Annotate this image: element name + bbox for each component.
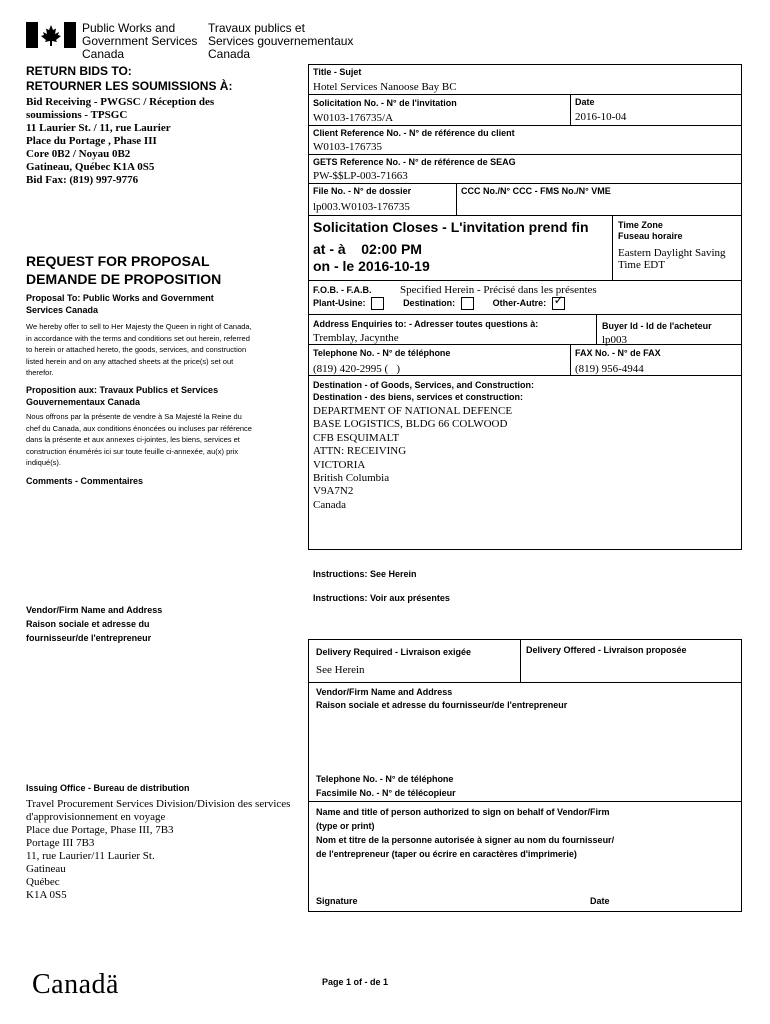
issuing-office-label: Issuing Office - Bureau de distribution xyxy=(26,783,190,793)
issuing-line: K1A 0S5 xyxy=(26,889,67,901)
address-line: 11 Laurier St. / 11, rue Laurier xyxy=(26,122,171,134)
fax-label: FAX No. - N° de FAX xyxy=(575,348,661,358)
canada-wordmark: Canadä xyxy=(32,969,119,1000)
telephone-label: Telephone No. - N° de téléphone xyxy=(313,348,451,358)
address-line: Gatineau, Québec K1A 0S5 xyxy=(26,161,155,173)
signature-date-label: Date xyxy=(590,896,610,906)
closes-time: 02:00 PM xyxy=(361,241,422,257)
vendor-name-label xyxy=(316,686,567,712)
request-title-fr: DEMANDE DE PROPOSITION xyxy=(26,271,222,287)
closes-at xyxy=(313,241,422,258)
timezone-value xyxy=(618,247,726,271)
address-line: Bid Fax: (819) 997-9776 xyxy=(26,174,139,186)
destination-line: ATTN: RECEIVING xyxy=(313,445,407,458)
fob-value: Specified Herein - Précisé dans les présentes xyxy=(400,284,597,296)
buyer-id-label: Buyer Id - Id de l'acheteur xyxy=(602,321,712,331)
destination-goods-label xyxy=(313,379,534,403)
authorized-person-field[interactable] xyxy=(312,864,738,890)
instructions-en: Instructions: See Herein xyxy=(313,569,417,579)
destination-goods-label-line: Destination - of Goods, Services, and Construction: xyxy=(313,380,535,390)
destination-checkbox[interactable] xyxy=(461,297,474,310)
gets-ref-value: PW-$$LP-003-71663 xyxy=(313,170,408,182)
proposition-text: Nous offrons par la présente de vendre à Sa Majesté la Reine du chef du Canada, aux conditions énoncées ou incluses par référence dans la présente et aux annexes ci-jointes, les biens, services et construction énumérés ici sur toute feuille ci-annexée, au(x) prix indiqué(s). xyxy=(26,412,252,467)
vendor-facsimile-label: Facsimile No. - N° de télécopieur xyxy=(316,788,456,798)
plant-label: Plant-Usine: xyxy=(313,297,366,308)
client-ref-label: Client Reference No. - N° de référence du client xyxy=(313,128,515,138)
return-bids-title-fr: RETOURNER LES SOUMISSIONS À: xyxy=(26,79,233,93)
ccc-no-label: CCC No./N° CCC - FMS No./N° VME xyxy=(461,186,611,196)
return-bids-address xyxy=(26,96,214,187)
address-enquiries-label: Address Enquiries to: - Adresser toutes questions à: xyxy=(313,319,539,329)
delivery-required-value: See Herein xyxy=(316,664,365,676)
file-no-label: File No. - N° de dossier xyxy=(313,186,412,196)
delivery-offered-field[interactable] xyxy=(522,656,738,680)
vendor-name-field[interactable] xyxy=(312,714,738,766)
telephone-value: (819) 420-2995 ( ) xyxy=(313,363,401,375)
destination-line: Canada xyxy=(313,498,346,511)
signature-label: Signature xyxy=(316,896,358,906)
checkmark-icon: ✓ xyxy=(553,293,564,307)
date-value: 2016-10-04 xyxy=(575,111,627,123)
authorized-person-label xyxy=(316,805,614,861)
timezone-value-line: Time EDT xyxy=(618,259,665,271)
proposition-label: Proposition aux: Travaux Publics et Services Gouvernementaux Canada xyxy=(26,385,219,407)
request-title xyxy=(26,252,221,288)
destination-line: VICTORIA xyxy=(313,458,366,471)
address-line: Place du Portage , Phase III xyxy=(26,135,157,147)
dept-en-line: Public Works and xyxy=(82,21,176,35)
fob-options xyxy=(313,293,565,310)
fob-label: F.O.B. - F.A.B. xyxy=(313,285,372,295)
timezone-label-line: Time Zone xyxy=(618,220,663,230)
date-label: Date xyxy=(575,97,595,107)
instructions-fr: Instructions: Voir aux présentes xyxy=(313,593,450,603)
dept-fr-line: Travaux publics et xyxy=(208,21,305,35)
vendor-telephone-label: Telephone No. - N° de téléphone xyxy=(316,774,454,784)
delivery-required-label: Delivery Required - Livraison exigée xyxy=(316,647,472,657)
title-label: Title - Sujet xyxy=(313,67,362,77)
issuing-line: Québec xyxy=(26,876,60,888)
closes-date: 2016-10-19 xyxy=(358,258,430,274)
proposal-to-text: We hereby offer to sell to Her Majesty the Queen in right of Canada, in accordance with the terms and conditions set out herein, referred to herein or attached hereto, the goods, services, and construction listed herein and on any attached sheets at the price(s) set out therefor. xyxy=(26,322,252,377)
vendor-label-left xyxy=(26,603,162,645)
issuing-line: d'approvisionnement en voyage xyxy=(26,811,166,823)
vendor-label-line: Raison sociale et adresse du xyxy=(26,619,150,629)
destination-line: DEPARTMENT OF NATIONAL DEFENCE xyxy=(313,405,513,417)
issuing-line: Portage III 7B3 xyxy=(26,837,95,849)
closes-title: Solicitation Closes - L'invitation prend fin xyxy=(313,219,589,235)
address-enquiries-value: Tremblay, Jacynthe xyxy=(313,332,399,344)
other-checkbox[interactable] xyxy=(552,293,565,310)
destination-line: V9A7N2 xyxy=(313,485,354,498)
destination-goods-label-line: Destination - des biens, services et construction: xyxy=(313,392,524,402)
destination-address xyxy=(313,405,512,512)
address-line: Bid Receiving - PWGSC / Réception des xyxy=(26,96,215,108)
return-bids-title-en: RETURN BIDS TO: xyxy=(26,64,132,78)
dept-fr-line: Services gouvernementaux xyxy=(208,34,354,48)
address-line: soumissions - TPSGC xyxy=(26,109,128,121)
request-title-en: REQUEST FOR PROPOSAL xyxy=(26,253,210,269)
comments-label: Comments - Commentaires xyxy=(26,476,144,486)
issuing-line: Gatineau xyxy=(26,863,66,875)
address-line: Core 0B2 / Noyau 0B2 xyxy=(26,148,131,160)
issuing-office-address xyxy=(26,798,290,902)
delivery-offered-label: Delivery Offered - Livraison proposée xyxy=(526,645,687,655)
authorized-label-line: (type or print) xyxy=(316,821,375,831)
destination-line: British Columbia xyxy=(313,472,390,485)
vendor-name-label-line: Raison sociale et adresse du fournisseur/de l'entrepreneur xyxy=(316,700,568,710)
issuing-line: 11, rue Laurier/11 Laurier St. xyxy=(26,850,155,862)
fax-value: (819) 956-4944 xyxy=(575,363,644,375)
maple-leaf-icon xyxy=(26,22,76,48)
authorized-label-line: Nom et titre de la personne autorisée à signer au nom du fournisseur/ xyxy=(316,835,615,845)
return-bids-title xyxy=(26,64,232,94)
authorized-label-line: de l'entrepreneur (taper ou écrire en caractères d'imprimerie) xyxy=(316,849,577,859)
file-no-value: lp003.W0103-176735 xyxy=(313,201,410,213)
page-number: Page 1 of - de 1 xyxy=(322,977,389,987)
issuing-line: Travel Procurement Services Division/Division des services xyxy=(26,798,291,810)
dept-fr-line: Canada xyxy=(208,47,251,61)
authorized-label-line: Name and title of person authorized to sign on behalf of Vendor/Firm xyxy=(316,807,610,817)
vendor-label-line: fournisseur/de l'entrepreneur xyxy=(26,633,152,643)
title-value: Hotel Services Nanoose Bay BC xyxy=(313,81,457,93)
canada-flag-logo xyxy=(26,22,76,48)
destination-line: CFB ESQUIMALT xyxy=(313,431,400,444)
closes-on-label: on - le xyxy=(313,258,355,274)
destination-label: Destination: xyxy=(403,297,456,308)
destination-line: BASE LOGISTICS, BLDG 66 COLWOOD xyxy=(313,418,508,431)
buyer-id-value: lp003 xyxy=(602,334,628,346)
dept-en-line: Canada xyxy=(82,47,125,61)
timezone-value-line: Eastern Daylight Saving xyxy=(618,247,726,259)
department-name-fr xyxy=(208,22,353,61)
plant-checkbox[interactable] xyxy=(371,297,384,310)
issuing-line: Place due Portage, Phase III, 7B3 xyxy=(26,824,174,836)
closes-on xyxy=(313,258,430,275)
timezone-label xyxy=(618,220,683,242)
vendor-name-label-line: Vendor/Firm Name and Address xyxy=(316,687,453,697)
proposal-to-label: Proposal To: Public Works and Government Services Canada xyxy=(26,293,214,315)
timezone-label-line: Fuseau horaire xyxy=(618,231,683,241)
closes-at-label: at - à xyxy=(313,241,346,257)
solicitation-label: Solicitation No. - N° de l'invitation xyxy=(313,98,457,108)
solicitation-value: W0103-176735/A xyxy=(313,112,394,124)
other-label: Other-Autre: xyxy=(492,297,547,308)
department-name-en xyxy=(82,22,197,61)
vendor-phone-label xyxy=(316,772,456,800)
dept-en-line: Government Services xyxy=(82,34,198,48)
vendor-label-line: Vendor/Firm Name and Address xyxy=(26,605,163,615)
gets-ref-label: GETS Reference No. - N° de référence de SEAG xyxy=(313,157,516,167)
client-ref-value: W0103-176735 xyxy=(313,141,383,153)
